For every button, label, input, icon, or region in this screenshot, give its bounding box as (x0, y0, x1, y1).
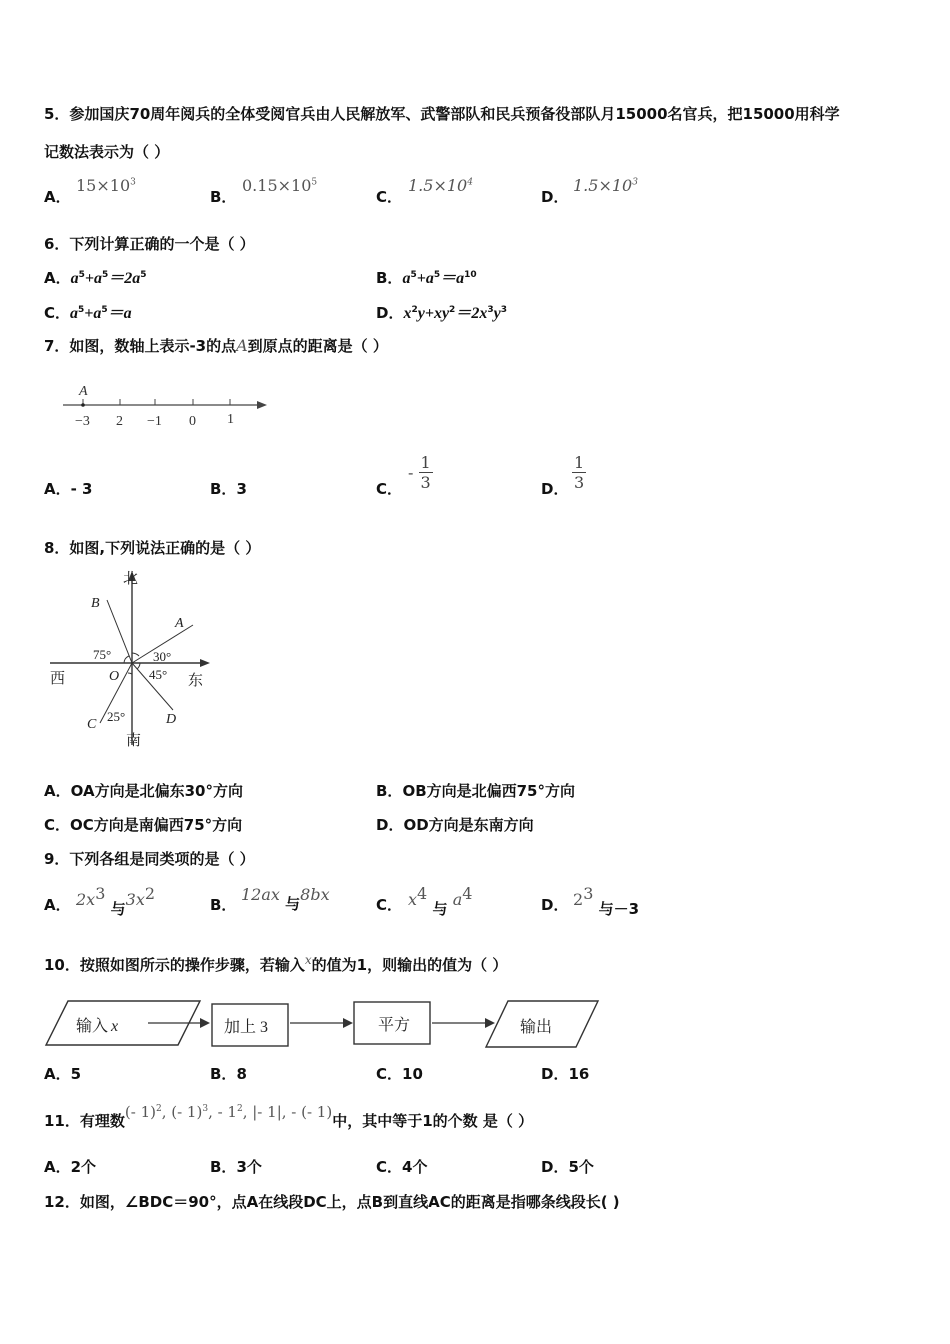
q9-option-a[interactable]: A． (44, 896, 71, 914)
flow-step-add-label: 加上 3 (224, 1019, 269, 1036)
tick-label: −1 (147, 414, 162, 429)
q8-stem: 8．如图,下列说法正确的是（ ） (44, 539, 261, 557)
q11-option-d[interactable]: D．5个 (541, 1158, 594, 1176)
north-label: 北 (123, 571, 139, 587)
tick-label: −3 (75, 414, 90, 429)
q8-option-b[interactable]: B．OB方向是北偏西75°方向 (376, 782, 575, 800)
west-label: 西 (50, 671, 66, 687)
q5-option-a[interactable]: A． (44, 188, 71, 206)
flow-step-square-label: 平方 (378, 1017, 411, 1034)
q6-option-b[interactable]: B．$a^5+a^5=a^{10}$ (376, 269, 477, 287)
q7-option-c[interactable]: C． (376, 480, 403, 498)
flow-input-label: 输入 x (76, 1018, 119, 1035)
angle-label-30: 30° (153, 649, 172, 664)
q7-option-d[interactable]: D． (541, 480, 569, 498)
point-d-label: D (166, 712, 177, 727)
q7-option-b[interactable]: B．3 (210, 480, 247, 498)
q12-stem: 12．如图，∠BDC＝90°，点A在线段DC上，点B到直线AC的距离是指哪条线段长( ) (44, 1193, 620, 1211)
q8-option-d[interactable]: D．OD方向是东南方向 (376, 816, 534, 834)
q8-option-c[interactable]: C．OC方向是南偏西75°方向 (44, 816, 243, 834)
q9-stem: 9．下列各组是同类项的是（ ） (44, 850, 255, 868)
flow-arrowhead-1 (200, 1018, 210, 1028)
number-line-arrow (257, 401, 267, 409)
q5-option-a-expr: $15\times 10^3$ (76, 176, 136, 195)
angle-label-45: 45° (149, 667, 168, 682)
point-c-label: C (87, 717, 97, 732)
q10-option-a[interactable]: A．5 (44, 1065, 82, 1083)
number-line-figure (55, 375, 275, 435)
q6-option-c[interactable]: C．$a^5+a^5=a$ (44, 304, 132, 322)
q10-option-d[interactable]: D．16 (541, 1065, 590, 1083)
angle-label-25: 25° (107, 709, 126, 724)
q6-option-a[interactable]: A．$a^5+a^5=2a^5$ (44, 269, 147, 287)
flow-arrowhead-2 (343, 1018, 353, 1028)
q10-option-b[interactable]: B．8 (210, 1065, 247, 1083)
q9-option-c[interactable]: C． (376, 896, 403, 914)
angle-arc-45 (137, 663, 140, 669)
q9-option-d-expr: $2^3$ 与－3 (573, 884, 640, 918)
point-a-label: A (175, 616, 184, 631)
tick-label: 1 (227, 412, 234, 427)
q5-option-d-expr: $1.5\times 10^3$ (573, 176, 638, 195)
q5-option-b-expr: $0.15\times 10^5$ (242, 176, 318, 195)
q10-stem: 10．按照如图所示的操作步骤，若输入$^x$的值为1，则输出的值为（ ） (44, 953, 508, 974)
q9-option-b[interactable]: B． (210, 896, 237, 914)
point-b-label: B (91, 596, 100, 611)
q9-option-b-expr: 12ax 与8bx (241, 885, 330, 913)
flow-output-label: 输出 (520, 1019, 553, 1036)
q7-option-d-fraction: $\frac{1}{3}$ (574, 453, 585, 492)
q9-option-c-expr: $x^4$ 与 $a^4$ (408, 884, 473, 918)
q5-stem-line1: 5．参加国庆70周年阅兵的全体受阅官兵由人民解放军、武警部队和民兵预备役部队月15000名官兵，把15000用科学 (44, 105, 840, 123)
q7-option-c-fraction: - $\frac{1}{3}$ (408, 453, 431, 492)
q11-option-a[interactable]: A．2个 (44, 1158, 97, 1176)
compass-figure (45, 565, 220, 750)
south-label: 南 (126, 733, 142, 749)
flow-arrowhead-3 (485, 1018, 495, 1028)
q5-option-c-expr: $1.5\times 10^4$ (408, 176, 473, 195)
q5-option-c[interactable]: C． (376, 188, 403, 206)
q6-stem: 6．下列计算正确的一个是（ ） (44, 235, 255, 253)
q5-stem-line2: 记数法表示为（ ） (44, 143, 170, 161)
q10-option-c[interactable]: C．10 (376, 1065, 423, 1083)
origin-label: O (109, 669, 120, 684)
q11-option-c[interactable]: C．4个 (376, 1158, 428, 1176)
east-label: 东 (188, 673, 204, 689)
q7-stem: 7．如图，数轴上表示-3的点A到原点的距离是（ ） (44, 336, 388, 355)
q9-option-a-expr: $2x^3$ 与$3x^2$ (76, 884, 156, 918)
east-arrow (200, 659, 210, 667)
angle-label-75: 75° (93, 647, 112, 662)
angle-arc-30 (132, 653, 139, 656)
q8-option-a[interactable]: A．OA方向是北偏东30°方向 (44, 782, 243, 800)
q5-option-d[interactable]: D． (541, 188, 569, 206)
q11-expression: (- 1)$^2$, (- 1)$^3$, - $1^2$, |- 1|, - (- 1) (124, 1103, 333, 1121)
angle-arc-75 (124, 656, 129, 663)
q9-option-d[interactable]: D． (541, 896, 569, 914)
q7-option-a[interactable]: A．- 3 (44, 480, 93, 498)
q11-stem: 11．有理数(- 1)$^2$, (- 1)$^3$, - $1^2$, |- 1|, - (- 1)中，其中等于1的个数 是（ ） (44, 1103, 534, 1130)
q5-option-b[interactable]: B． (210, 188, 237, 206)
tick-label: 2 (116, 414, 123, 429)
point-a-dot (81, 403, 85, 407)
q6-option-d[interactable]: D．$x^2y+xy^2=2x^3y^3$ (376, 304, 507, 322)
q11-option-b[interactable]: B．3个 (210, 1158, 262, 1176)
point-a-label: A (79, 384, 88, 399)
tick-label: 0 (189, 414, 196, 429)
flowchart-figure (40, 995, 605, 1055)
